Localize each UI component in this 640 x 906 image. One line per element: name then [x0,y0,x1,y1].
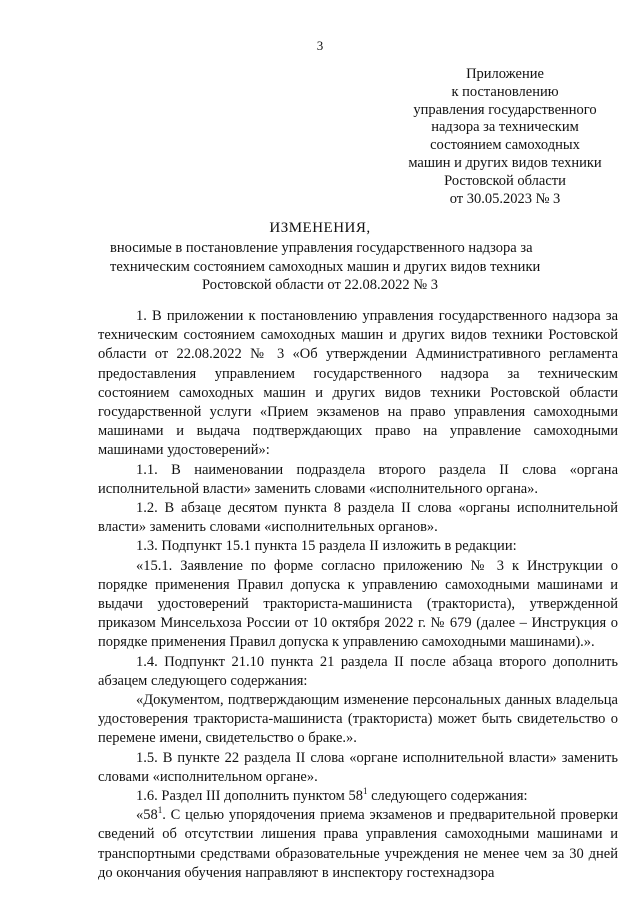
appendix-block [395,66,615,208]
paragraph: 1.2. В абзаце десятом пункта 8 раздела II слова «органы исполнительной власти» заменить словами «исполнительных органов». [98,500,618,536]
paragraph-text: 1.6. Раздел III дополнить пунктом 58 [136,788,363,805]
appendix-line: от 30.05.2023 № 3 [449,190,561,207]
paragraph-text: «58 [136,807,158,824]
subtitle-line: Ростовской области от 22.08.2022 № 3 [202,277,438,293]
document-title: ИЗМЕНЕНИЯ, [269,220,371,236]
subtitle-line: техническим состоянием самоходных машин и других видов техники [110,258,541,275]
appendix-line: Ростовской области [444,172,566,189]
paragraph: «15.1. Заявление по форме согласно приложению № 3 к Инструкции о порядке применения Правил допуска к управлению самоходными машинами и выдачи удостоверений тракториста-машиниста (тракториста), утвержденной приказом Минсельхоза России от 10 октября 2022 г. № 679 (далее – Инструкция о порядке применения Правил допуска к управлению самоходными машинами).». [98,557,618,651]
superscript: 1 [157,805,163,816]
page-number: 3 [316,38,324,53]
appendix-line: Приложение [466,66,544,82]
paragraph-text: . С целью упорядочения приема экзаменов и предварительной проверки сведений об отсутствии лишения права управления самоходными машинами и транспортными средствами образовательные учреждения не менее чем за 30 дней до окончания обучения направляют в инспектору гостехнадзора [98,807,618,881]
paragraph: 1.5. В пункте 22 раздела II слова «органе исполнительной власти» заменить словами «исполнительном органе». [98,749,618,785]
appendix-line: надзора за техническим [431,119,579,136]
appendix-line: к постановлению [451,83,559,100]
paragraph-text: следующего содержания: [367,788,528,805]
paragraph: «Документом, подтверждающим изменение персональных данных владельца удостоверения тракториста-машиниста (тракториста) может быть свидетельство о перемене имени, свидетельство о браке.». [98,692,618,747]
paragraph [98,787,618,806]
paragraph: 1.1. В наименовании подраздела второго раздела II слова «органа исполнительной власти» заменить словами «исполнительного органа». [98,461,618,497]
paragraph: 1.4. Подпункт 21.10 пункта 21 раздела II после абзаца второго дополнить абзацем следующего содержания: [98,653,618,689]
paragraph: 1.3. Подпункт 15.1 пункта 15 раздела II изложить в редакции: [136,538,517,555]
superscript: 1 [362,786,368,797]
document-subtitle [110,239,541,295]
document-body [98,307,618,883]
subtitle-line: вносимые в постановление управления государственного надзора за [110,240,533,256]
appendix-line: управления государственного [413,101,597,118]
appendix-line: состоянием самоходных [430,137,580,154]
paragraph [98,806,618,883]
paragraph: 1. В приложении к постановлению управления государственного надзора за техническим состоянием самоходных машин и других видов техники Ростовской области от 22.08.2022 № 3 «Об утверждении Административного регламента предоставления управлением государственного надзора за техническим состоянием самоходных машин и других видов техники Ростовской области государственной услуги «Прием экзаменов на право управления самоходными машинами и выдача подтверждающих право на управление самоходными машинами удостоверений»: [98,308,618,459]
appendix-line: машин и других видов техники [408,154,602,171]
